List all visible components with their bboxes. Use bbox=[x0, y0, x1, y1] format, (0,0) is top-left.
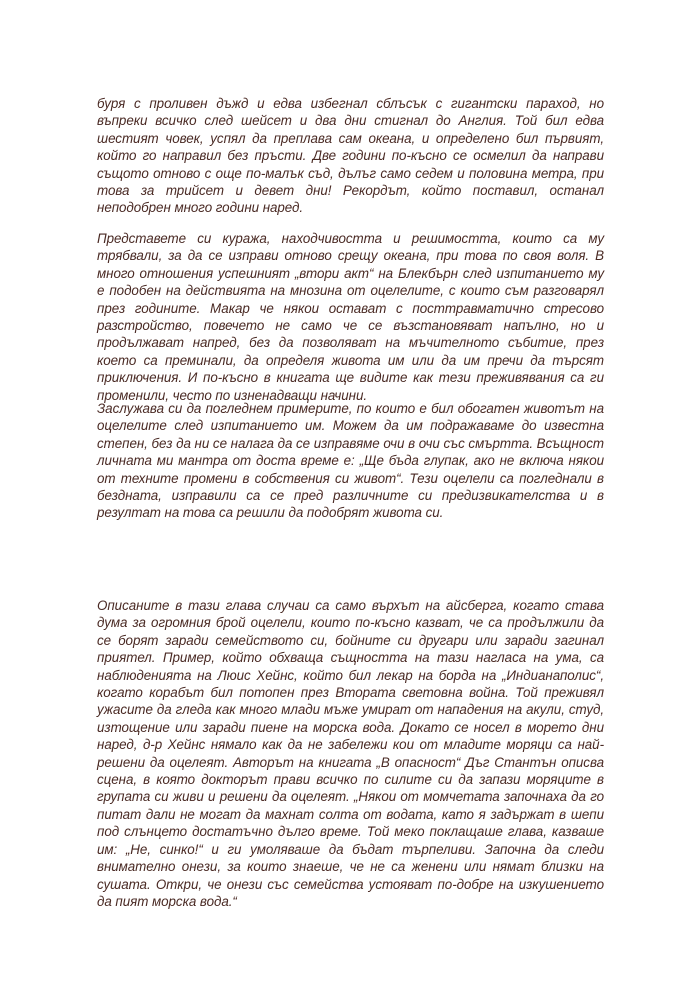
text-line: наред, д-р Хейнс нямало как да не забележи кои от младите моряци са най- bbox=[97, 737, 604, 753]
text-line: продължават напред, без да позволяват на мъчителното събитие, през bbox=[97, 335, 604, 351]
paragraph-3 bbox=[97, 400, 604, 522]
text-line: много отношения успешният „втори акт“ на Блекбърн след изпитанието му bbox=[97, 265, 604, 281]
text-line: трябвали, за да се изправи отново срещу океана, при това по своя воля. В bbox=[97, 248, 604, 264]
text-line: променили, често по изненадващи начини. bbox=[97, 387, 368, 403]
paragraph-4 bbox=[97, 597, 604, 910]
text-line: резултат на това са решили да подобрят живота си. bbox=[97, 505, 444, 521]
paragraph-1 bbox=[97, 95, 604, 217]
text-line: приятел. Пример, който обхваща същността на тази нагласа на ума, са bbox=[97, 650, 604, 666]
text-line: Представете си куража, находчивостта и решимостта, които са му bbox=[97, 231, 604, 246]
text-line: се борят заради семейството си, бойните си другари или заради загинал bbox=[97, 632, 604, 648]
text-line: същото отново с още по-малък съд, дълъг само седем и половина метра, при bbox=[97, 165, 604, 181]
text-line: внимателно онези, за които знаеше, че не са женени или нямат близки на bbox=[97, 859, 604, 875]
text-line: решени да оцелеят. Авторът на книгата „В опасност“ Дъг Стантън описва bbox=[97, 754, 604, 770]
text-line: Описаните в тази глава случаи са само върхът на айсберга, когато става bbox=[97, 598, 604, 613]
text-line: наблюденията на Люис Хейнс, който бил лекар на борда на „Индианаполис“, bbox=[97, 667, 604, 683]
text-line: сушата. Откри, че онези със семейства устояват по-добре на изкушението bbox=[97, 876, 604, 892]
text-line: личната ми мантра от доста време е: „Ще бъда глупак, ако не включа някои bbox=[97, 453, 604, 469]
text-line: от техните промени в собствения си живот“. Тези оцелели са погледнали в bbox=[97, 470, 604, 486]
text-line: разстройство, повечето не само че се възстановяват напълно, но и bbox=[97, 318, 604, 334]
text-line: е подобен на действията на мнозина от оцелелите, с които съм разговарял bbox=[97, 283, 604, 299]
text-line: шестият човек, успял да преплава сам океана, и определено бил първият, bbox=[97, 130, 604, 146]
text-line: да пият морска вода.“ bbox=[97, 893, 237, 909]
text-line: им: „Не, синко!“ и ги умоляваше да бъдат търпеливи. Започна да следи bbox=[97, 841, 604, 857]
text-line: въпреки всичко след шейсет и два дни стигнал до Англия. Той бил едва bbox=[97, 113, 604, 129]
text-line: бездната, изправили са се пред различните си предизвикателства и в bbox=[97, 488, 604, 504]
text-line: питат дали не могат да махнат солта от водата, като я задържат в шепи bbox=[97, 806, 604, 822]
text-line: буря с проливен дъжд и едва избегнал сблъсък с гигантски параход, но bbox=[97, 96, 604, 111]
text-line: оцелелите след изпитанието им. Можем да им подражаваме до известна bbox=[97, 418, 604, 434]
text-line: изтощение или заради пиене на морска вода. Докато се носел в морето дни bbox=[97, 719, 604, 735]
text-line: ужасите да гледа как много млади мъже умират от нападения на акули, студ, bbox=[97, 702, 604, 718]
text-line: приключения. И по-късно в книгата ще видите как тези преживявания са ги bbox=[97, 370, 604, 386]
text-line: което са преминали, да определя живота им или да им пречи да търсят bbox=[97, 352, 604, 368]
text-line: Заслужава си да погледнем примерите, по които е бил обогатен животът на bbox=[97, 401, 604, 416]
text-line: степен, без да ни се налага да се изправяме очи в очи със смъртта. Всъщност bbox=[97, 435, 604, 451]
paragraph-2 bbox=[97, 230, 604, 404]
text-line: това за трийсет и девет дни! Рекордът, който поставил, останал bbox=[97, 183, 604, 199]
text-line: неподобрен много години наред. bbox=[97, 200, 304, 216]
text-line: сцена, в която докторът прави всичко по силите си да запази моряците в bbox=[97, 772, 604, 788]
text-line: под слънцето достатъчно дълго време. Той меко поклащаше глава, казваше bbox=[97, 824, 604, 840]
text-line: който го направил без пръсти. Две години по-късно се осмелил да направи bbox=[97, 148, 604, 164]
text-line: групата си живи и решени да оцелеят. „Някои от момчетата започнаха да го bbox=[97, 789, 604, 805]
text-line: през годините. Макар че някои остават с посттравматично стресово bbox=[97, 300, 604, 316]
text-line: когато корабът бил потопен през Втората световна война. Той преживял bbox=[97, 685, 604, 701]
text-line: дума за огромния брой оцелели, които по-късно казват, че са продължили да bbox=[97, 615, 604, 631]
